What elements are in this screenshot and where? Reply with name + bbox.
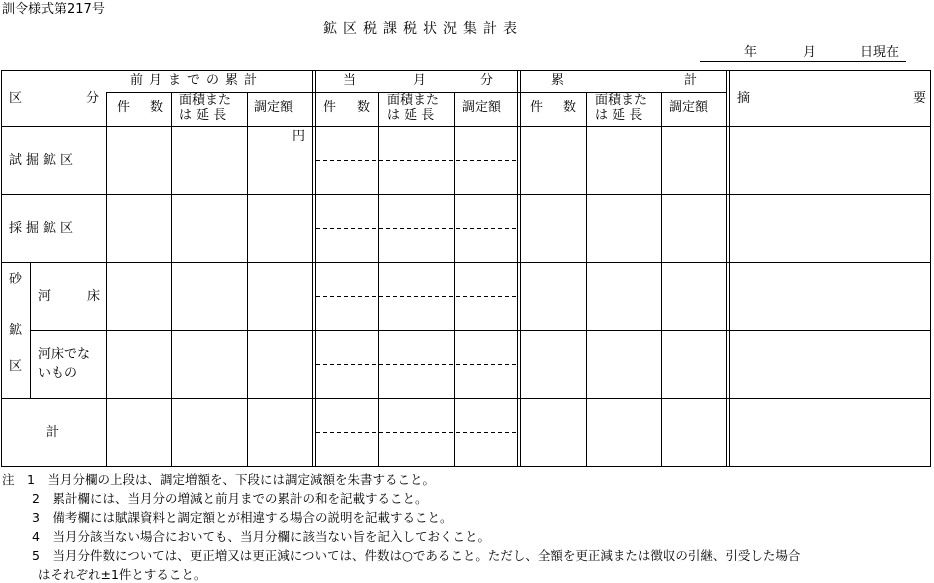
row-label-test-mine: 試掘鉱区 (9, 153, 78, 168)
subheader-suu: 数 (357, 100, 371, 115)
header-cumulative-1: 累 (551, 73, 565, 88)
row-label-sand-1: 砂 (9, 272, 23, 287)
row-label-riverbed-2: 床 (87, 289, 101, 304)
row-label-non-riverbed-1: 河床でな (38, 347, 91, 362)
note-2: 2 累計欄には、当月分の増減と前月までの累計の和を記載すること。 (32, 491, 428, 506)
subheader-area-1: 面積また (595, 93, 648, 108)
subheader-amount: 調定額 (254, 100, 294, 115)
subheader-suu: 数 (563, 100, 577, 115)
header-current-2: 月 (413, 73, 427, 88)
subheader-amount: 調定額 (462, 100, 502, 115)
header-remarks-right: 要 (913, 91, 927, 106)
note-5-cont: はそれぞれ±1件とすること。 (38, 567, 207, 582)
header-prev-cumulative: 前月までの累計 (130, 73, 264, 88)
subheader-amount: 調定額 (669, 100, 709, 115)
header-current-3: 分 (480, 73, 494, 88)
header-current-1: 当 (343, 73, 357, 88)
note-3: 3 備考欄には賦課資料と調定額とが相違する場合の説明を記載すること。 (32, 510, 453, 525)
row-label-total: 計 (46, 425, 60, 440)
header-kubun-left: 区 (9, 91, 23, 106)
row-label-riverbed-1: 河 (38, 289, 52, 304)
date-year: 年 (744, 45, 758, 60)
subheader-ken: 件 (117, 100, 131, 115)
header-cumulative-2: 計 (684, 73, 698, 88)
subheader-ken: 件 (323, 100, 337, 115)
row-label-sand-3: 区 (9, 359, 23, 374)
table-border (2, 71, 931, 467)
subheader-area-1: 面積また (179, 93, 232, 108)
subheader-area-1: 面積また (387, 93, 440, 108)
form-number: 訓令様式第217号 (2, 2, 105, 17)
note-1: 注 1 当月分欄の上段は、調定増額を、下段には調定減額を朱書すること。 (2, 472, 435, 487)
date-month: 月 (803, 45, 817, 60)
note-4: 4 当月分該当ない場合においても、当月分欄に該当ない旨を記入しておくこと。 (32, 529, 490, 544)
subheader-area-2: は 延 長 (179, 108, 227, 123)
subheader-suu: 数 (150, 100, 164, 115)
header-remarks-left: 摘 (737, 91, 751, 106)
row-label-non-riverbed-2: いもの (38, 366, 78, 381)
subheader-area-2: は 延 長 (595, 108, 643, 123)
header-kubun-right: 分 (86, 91, 100, 106)
row-label-mining: 採掘鉱区 (9, 221, 78, 236)
row-label-sand-2: 鉱 (9, 323, 23, 338)
note-5: 5 当月分件数については、更正増又は更正減については、件数は○であること。ただし、全額を更正減または徴収の引継、引受した場合 (32, 548, 801, 563)
yen-unit: 円 (292, 129, 306, 144)
subheader-ken: 件 (530, 100, 544, 115)
date-day: 日現在 (860, 45, 900, 60)
form-title: 鉱区税課税状況集計表 (323, 21, 523, 37)
subheader-area-2: は 延 長 (387, 108, 435, 123)
